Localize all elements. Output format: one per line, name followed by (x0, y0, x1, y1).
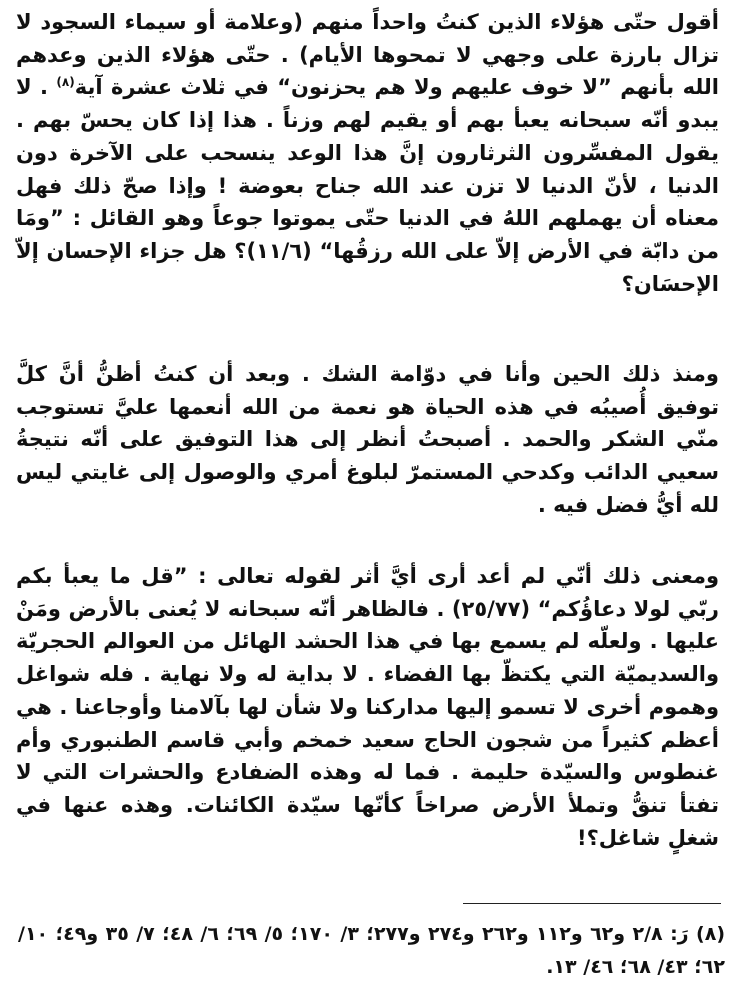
footnote-8: (٨) رَ: ٢/٨ و٦٢ و١١٢ و٢٦٢ و٢٧٤ و٢٧٧؛ ٣/ ١٧٠؛ ٥/ ٦٩؛ ٦/ ٤٨؛ ٧/ ٣٥ و٤٩؛ ١٠/ ٦٢؛ ٤٣/ ٦٨؛ ٤٦/ ١٣. (18, 923, 725, 978)
footnote-separator-line (463, 903, 721, 904)
paragraph-3: ومعنى ذلك أنّي لم أعد أرى أيَّ أثر لقوله تعالى : ”قل ما يعبأ بكم ربّي لولا دعاؤُكم“ (٢٥/٧٧) . فالظاهر أنّه سبحانه لا يُعنى بالأرض ومَنْ عليها . ولعلّه لم يسمع بها في هذا الحشد الهائل من العوالم الحجريّة والسديميّة التي يكتظّ بها الفضاء . لا بداية له ولا نهاية . فله شواغل وهموم أخرى لا تسمو إليها مداركنا ولا شأن لها بآلامنا وأوجاعنا . هي أعظم كثيراً من شجون الحاج سعيد خمخم وأبي قاسم الطنبوري وأم غنطوس والسيّدة حليمة . فما له وهذه الضفادع والحشرات التي لا تفتأ تنقُّ وتملأ الأرض صراخاً كأنّها سيّدة الكائنات. وهذه عنها في شغلٍ شاغل؟! (16, 564, 719, 850)
paragraph-1-text-after-note: . لا يبدو أنّه سبحانه يعبأ بهم أو يقيم لهم وزناً . هذا إذا كان يحسّ بهم . يقول المفسِّرون الثرثارون إنَّ هذا الوعد ينسحب على الآخرة دون الدنيا ، لأنّ الدنيا لا تزن عند الله جناح بعوضة ! وإذا صحّ ذلك فهل معناه أن يهملهم اللهُ في الدنيا حتّى يموتوا جوعاً وهو القائل : ”ومَا من دابّة في الأرض إلاّ على الله رزقُها“ (١١/٦)؟ هل جزاء الإحسان إلاّ الإحسَان؟ (16, 75, 719, 296)
paragraph-2: ومنذ ذلك الحين وأنا في دوّامة الشك . وبعد أن كنتُ أظنُّ أنَّ كلَّ توفيق أُصيبُه في هذه الحياة هو نعمة من الله أنعمها عليَّ تستوجب منّي الشكر والحمد . أصبحتُ أنظر إلى هذا التوفيق على أنّه نتيجةُ سعيي الدائب وكدحي المستمرّ لبلوغ أمري والوصول إلى غايتي ليس لله أيُّ فضل فيه . (16, 362, 719, 517)
paragraph-1-text-before-note: أقول حتّى هؤلاء الذين كنتُ واحداً منهم (وعلامة أو سيماء السجود لا تزال بارزة على وجهي لا تمحوها الأيام) . حتّى هؤلاء الذين وعدهم الله بأنهم ”لا خوف عليهم ولا هم يحزنون“ في ثلاث عشرة آية (16, 10, 719, 100)
footnote-reference-8: (٨) (56, 75, 75, 90)
paragraph-1 (16, 6, 719, 300)
